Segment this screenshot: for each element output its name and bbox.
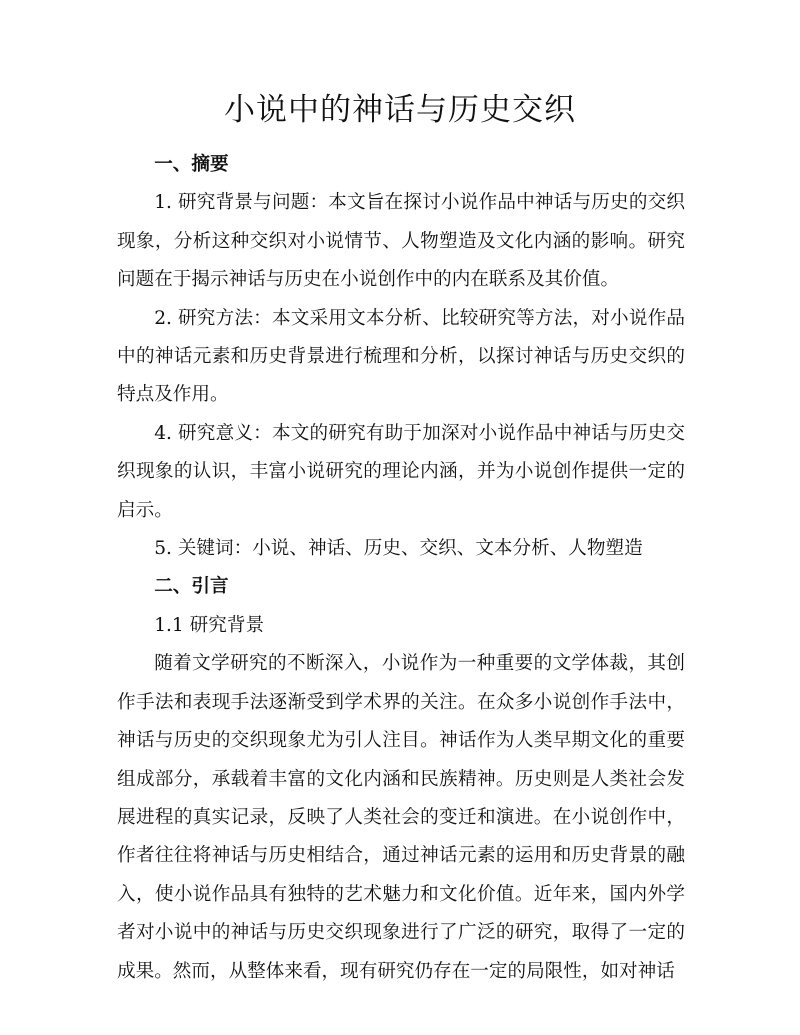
abstract-item-keywords: 5. 关键词：小说、神话、历史、交织、文本分析、人物塑造	[154, 538, 643, 560]
abstract-item-methods: 2. 研究方法：本文采用文本分析、比较研究等方法，对小说作品中的神话元素和历史背景进行梳理和分析，以探讨神话与历史交织的特点及作用。	[117, 307, 685, 406]
abstract-item-background: 1. 研究背景与问题：本文旨在探讨小说作品中神话与历史的交织现象，分析这种交织对小说情节、人物塑造及文化内涵的影响。研究问题在于揭示神话与历史在小说创作中的内在联系及其价值。	[117, 192, 685, 291]
intro-paragraph: 随着文学研究的不断深入，小说作为一种重要的文学体裁，其创作手法和表现手法逐渐受到学术界的关注。在众多小说创作手法中，神话与历史的交织现象尤为引人注目。神话作为人类早期文化的重要组成部分，承载着丰富的文化内涵和民族精神。历史则是人类社会发展进程的真实记录，反映了人类社会的变迁和演进。在小说创作中，作者往往将神话与历史相结合，通过神话元素的运用和历史背景的融入，使小说作品具有独特的艺术魅力和文化价值。近年来，国内外学者对小说中的神话与历史交织现象进行了广泛的研究，取得了一定的成果。然而，从整体来看，现有研究仍存在一定的局限性，如对神话	[117, 653, 685, 982]
intro-heading: 二、引言	[154, 576, 229, 598]
abstract-item-significance: 4. 研究意义：本文的研究有助于加深对小说作品中神话与历史交织现象的认识，丰富小说研究的理论内涵，并为小说创作提供一定的启示。	[117, 422, 685, 521]
document-body	[117, 146, 685, 991]
intro-subheading: 1.1 研究背景	[154, 614, 265, 636]
document-title: 小说中的神话与历史交织	[224, 92, 576, 128]
abstract-heading: 一、摘要	[154, 154, 229, 175]
